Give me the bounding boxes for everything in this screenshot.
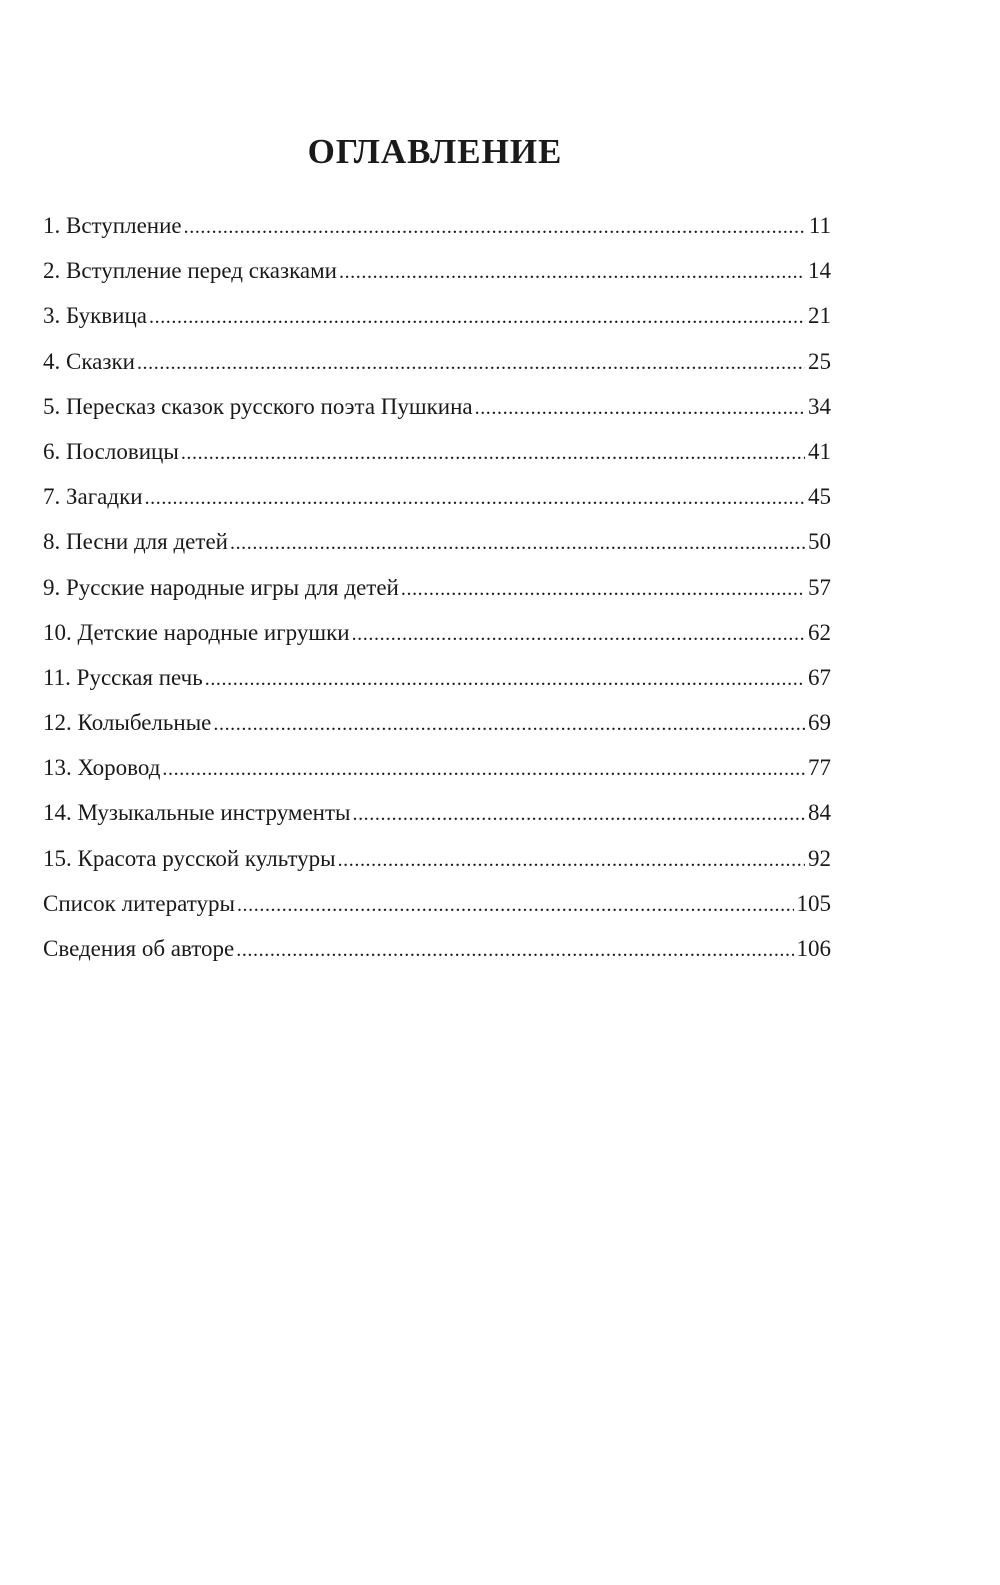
toc-entry	[43, 203, 831, 248]
dot-leader	[352, 792, 805, 835]
dot-leader	[213, 702, 805, 745]
toc-entry-page: 77	[808, 755, 831, 781]
toc-entry-page: 106	[796, 936, 831, 961]
table-of-contents	[43, 203, 831, 971]
toc-entry	[43, 293, 831, 338]
dot-leader	[230, 521, 805, 564]
toc-entry	[43, 429, 831, 474]
toc-entry	[43, 248, 831, 293]
toc-entry	[43, 700, 831, 745]
dot-leader	[162, 747, 805, 790]
dot-leader	[401, 567, 805, 610]
toc-entry-title: 2. Вступление перед сказками	[43, 258, 337, 284]
toc-entry-page: 21	[808, 303, 831, 329]
toc-entry-title: 1. Вступление	[43, 213, 182, 238]
toc-entry	[43, 745, 831, 790]
dot-leader	[338, 838, 805, 881]
toc-entry-page: 25	[808, 348, 831, 374]
toc-entry-page: 11	[808, 213, 831, 238]
toc-entry-title: 11. Русская печь	[43, 664, 203, 690]
toc-entry-title: 5. Пересказ сказок русского поэта Пушкина	[43, 393, 473, 419]
toc-entry	[43, 610, 831, 655]
toc-entry-page: 14	[808, 258, 831, 284]
toc-entry-title: Сведения об авторе	[43, 936, 235, 961]
toc-entry	[43, 881, 831, 926]
page-title: ОГЛАВЛЕНИЕ	[307, 132, 563, 171]
toc-entry	[43, 790, 831, 835]
toc-entry-page: 84	[808, 800, 831, 826]
toc-entry-page: 62	[808, 619, 831, 645]
toc-entry-page: 45	[808, 484, 831, 510]
dot-leader	[184, 205, 806, 248]
dot-leader	[236, 928, 793, 971]
toc-entry-title: 8. Песни для детей	[43, 529, 228, 555]
dot-leader	[475, 386, 805, 429]
dot-leader	[339, 250, 805, 293]
toc-entry-title: 12. Колыбельные	[43, 710, 212, 736]
toc-entry-title: Список литературы	[43, 890, 235, 916]
toc-entry-title: 10. Детские народные игрушки	[43, 619, 350, 645]
dot-leader	[352, 612, 805, 655]
toc-entry-title: 13. Хоровод	[43, 755, 161, 781]
toc-entry-page: 41	[808, 438, 831, 464]
toc-entry-page: 34	[808, 393, 831, 419]
toc-entry-page: 92	[808, 845, 831, 871]
toc-entry-page: 67	[808, 664, 831, 690]
toc-entry	[43, 384, 831, 429]
dot-leader	[181, 431, 805, 474]
dot-leader	[137, 341, 805, 384]
toc-entry-title: 6. Пословицы	[43, 438, 179, 464]
toc-entry	[43, 339, 831, 384]
dot-leader	[205, 657, 805, 700]
toc-entry-title: 4. Сказки	[43, 348, 135, 374]
toc-entry-title: 7. Загадки	[43, 484, 143, 510]
toc-entry-page: 50	[808, 529, 831, 555]
toc-entry	[43, 926, 831, 971]
toc-entry	[43, 655, 831, 700]
toc-entry	[43, 474, 831, 519]
toc-entry-title: 9. Русские народные игры для детей	[43, 574, 399, 600]
toc-entry-page: 57	[808, 574, 831, 600]
toc-entry-title: 14. Музыкальные инструменты	[43, 800, 351, 826]
toc-entry-title: 3. Буквица	[43, 303, 147, 329]
toc-entry	[43, 565, 831, 610]
toc-entry	[43, 519, 831, 564]
toc-entry-page: 69	[808, 710, 831, 736]
dot-leader	[145, 476, 805, 519]
dot-leader	[149, 295, 805, 338]
toc-entry-page: 105	[796, 890, 831, 916]
dot-leader	[237, 883, 794, 926]
toc-entry-title: 15. Красота русской культуры	[43, 845, 336, 871]
toc-entry	[43, 836, 831, 881]
